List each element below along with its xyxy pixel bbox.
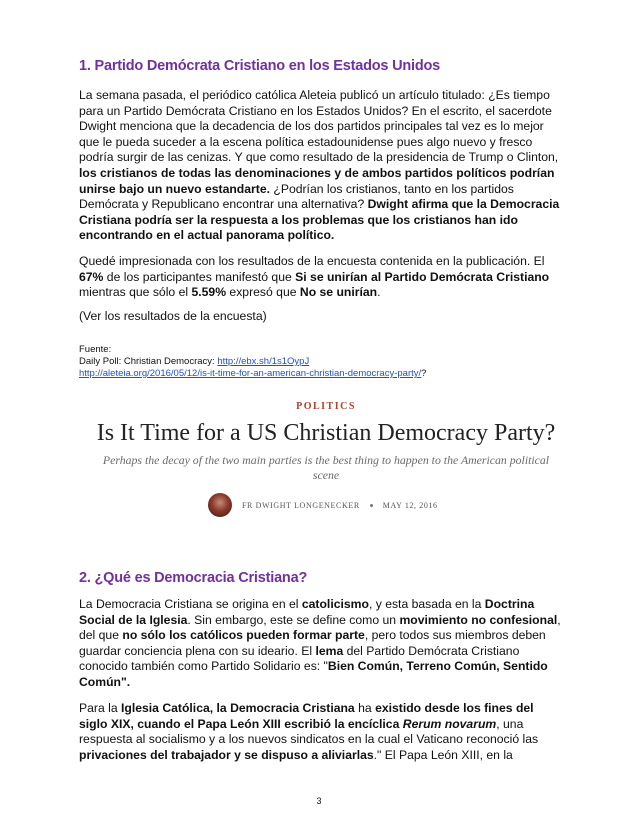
bold-run: Doctrina Social de la Iglesia (79, 597, 535, 627)
text-run: expresó que (226, 285, 300, 300)
article-date: MAY 12, 2016 (382, 500, 438, 510)
source-line-2 (79, 368, 579, 380)
source-prefix: Daily Poll: Christian Democracy: (79, 356, 218, 367)
page-number: 3 (316, 796, 322, 806)
text-run: La semana pasada, el periódico católica Aleteia publicó un artículo titulado: ¿Es tiempo para un Partido Demócrata Cristiano en los Estados Unidos? En el escrito, el sacerdote Dwight menciona que la decadencia de los dos partidos principales tal vez es lo mejor que le pueda suceder a la escena política estadounidense pues algo nuevo y fresco podría surgir de las cenizas. Y que como resultado de la presidencia de Trump o Clinton, (79, 88, 559, 165)
text-run: , y esta basada en la (368, 597, 485, 611)
article-kicker: POLITICS (296, 401, 356, 412)
bold-italic-run: Rerum novarum (402, 716, 497, 731)
bold-run: lema (315, 643, 344, 658)
section-1-paragraph-1 (79, 88, 564, 244)
source-link-1[interactable]: http://ebx.sh/1s1OypJ (217, 356, 310, 367)
source-link-2[interactable]: http://aleteia.org/2016/05/12/is-it-time-for-an-american-christian-democracy-party/ (79, 368, 422, 379)
text-run: mientras que sólo el (79, 285, 192, 300)
section-2-paragraph-2 (79, 701, 564, 763)
text-run: Quedé impresionada con los resultados de la encuesta contenida en la publicación. El (79, 254, 545, 268)
section-2-heading: 2. ¿Qué es Democracia Cristiana? (79, 570, 308, 586)
text-run: ." El Papa León XIII, en la (373, 747, 513, 762)
section-2-paragraph-1 (79, 597, 564, 691)
article-screenshot (96, 395, 556, 530)
text-run: ¿Podrían los cristianos, tanto en los partidos Demócrata y Republicano encontrar una alternativa? (79, 181, 514, 212)
bold-run: catolicismo (301, 597, 369, 611)
bold-run: no sólo los católicos pueden formar parte (122, 628, 365, 643)
source-line-1 (79, 356, 579, 368)
bold-run: Bien Común, Terreno Común, Sentido Común". (79, 659, 548, 689)
bold-run: 5.59% (191, 285, 227, 300)
text-run: ha (354, 701, 376, 715)
author-avatar (208, 493, 232, 517)
text-run: La Democracia Cristiana se origina en el (79, 597, 302, 611)
bold-run: Dwight afirma que la Democracia Cristiana podría ser la respuesta a los problemas que los cristianos han ido encontrando en el actual panorama político. (79, 197, 560, 243)
text-run: . Sin embargo, este se define como un (187, 612, 400, 627)
bold-run: privaciones del trabajador y se dispuso a aliviarlas (79, 747, 374, 762)
text-run: del Partido Demócrata Cristiano conocido también como Partido Solidario es: " (79, 643, 520, 674)
bold-run: 67% (79, 269, 104, 284)
section-1-heading: 1. Partido Demócrata Cristiano en los Estados Unidos (79, 58, 441, 74)
bold-run: movimiento no confesional (399, 612, 558, 627)
separator-dot-icon (370, 504, 373, 507)
text-run: , pero todos sus miembros deben guardar conciencia plena con su ideario. El (79, 628, 546, 658)
text-run: . (377, 285, 381, 300)
bold-run: No se unirían (299, 285, 378, 300)
bold-run: los cristianos de todas las denominaciones y de ambos partidos políticos podrían unirse bajo un nuevo estandarte. (79, 165, 555, 196)
source-suffix: ? (421, 368, 427, 379)
author-name: FR DWIGHT LONGENECKER (242, 500, 360, 510)
text-run: , una respuesta al socialismo y a los nuevos sindicatos en la cual el Vaticano reconoció las (79, 716, 539, 747)
text-run: Para la (79, 701, 122, 715)
text-run: , del que (79, 612, 561, 643)
bold-run: Si se unirían al Partido Demócrata Cristiano (295, 269, 550, 284)
bold-run: existido desde los fines del siglo XIX, cuando el Papa León XIII escribió la encíclica (79, 701, 534, 731)
article-subhead: Perhaps the decay of the two main parties is the best thing to happen to the American political scene (102, 453, 550, 482)
article-byline (208, 491, 438, 519)
survey-results-note: (Ver los resultados de la encuesta) (79, 309, 267, 323)
source-label: Fuente: (79, 344, 112, 355)
source-block (79, 344, 579, 380)
bold-run: Iglesia Católica, la Democracia Cristiana (121, 701, 355, 715)
text-run: de los participantes manifestó que (103, 269, 296, 284)
article-headline: Is It Time for a US Christian Democracy Party? (96, 420, 556, 446)
section-1-paragraph-2 (79, 254, 564, 301)
